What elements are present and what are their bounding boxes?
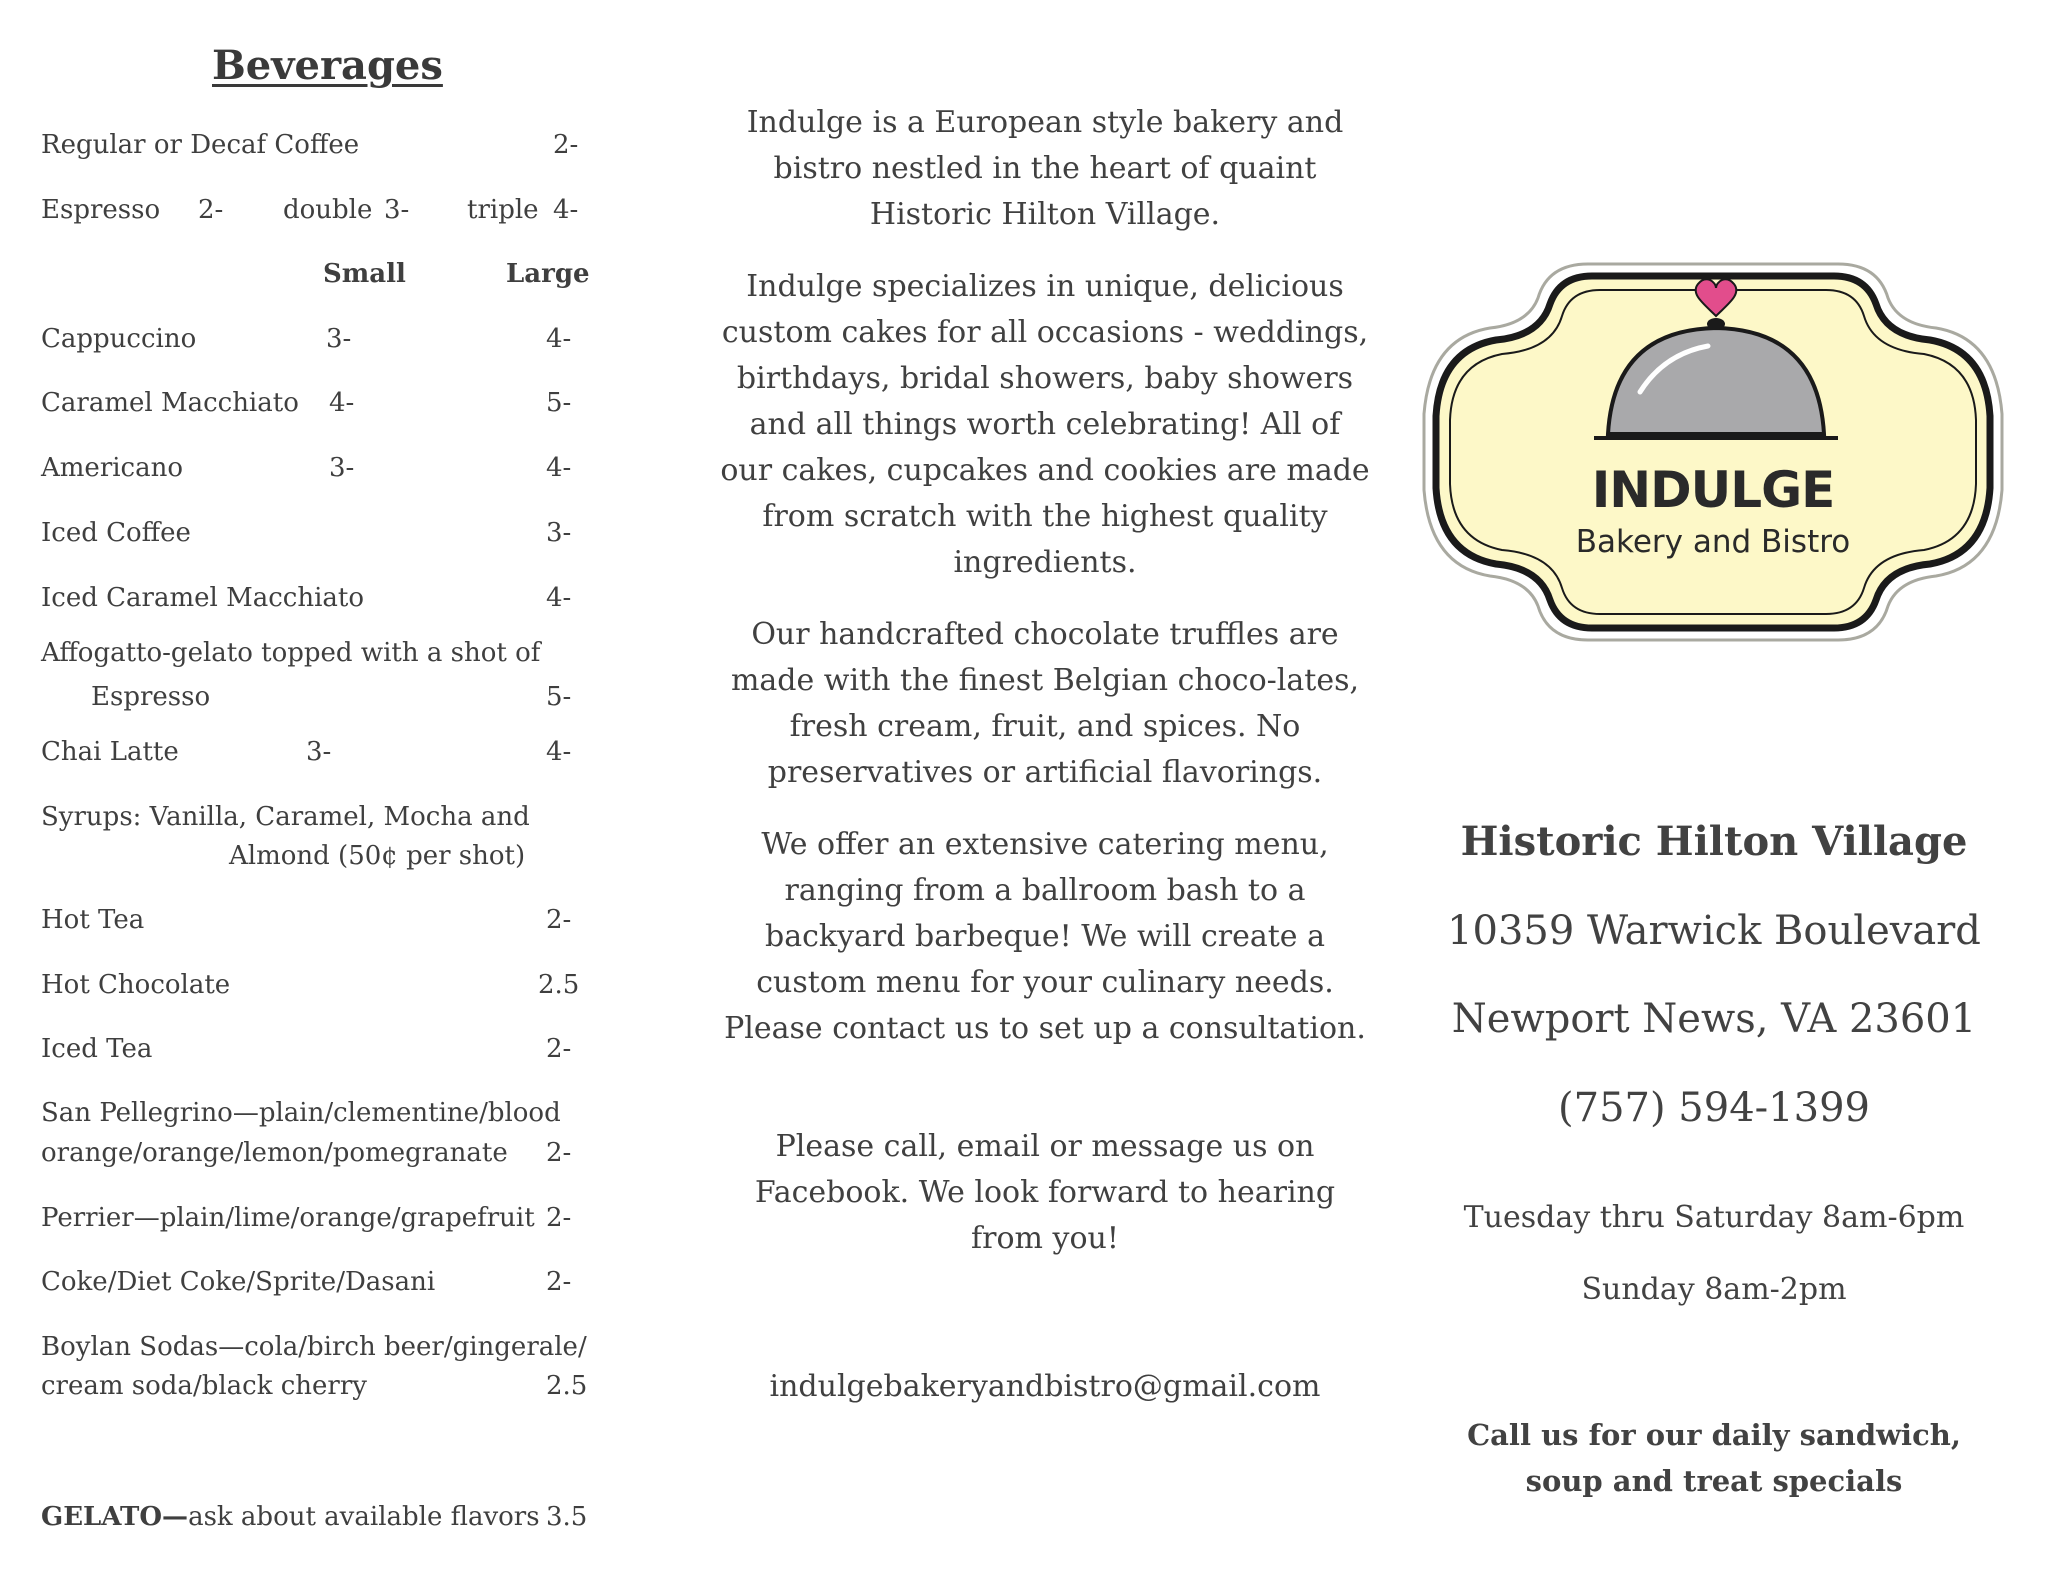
item-price-large: 4- — [546, 324, 572, 354]
street-address: 10359 Warwick Boulevard — [1447, 908, 1981, 954]
large-header: Large — [506, 259, 590, 289]
item-price: 2.5 — [546, 1371, 588, 1401]
phone-number[interactable]: (757) 594-1399 — [1558, 1085, 1870, 1131]
item-price: 2- — [546, 905, 572, 935]
menu-item-americano — [41, 453, 601, 489]
menu-item-chai-latte — [41, 737, 601, 773]
menu-item-iced-coffee — [41, 518, 601, 554]
item-price: 2- — [553, 130, 579, 160]
indulge-logo — [1408, 242, 2018, 662]
item-name-cont: Espresso — [91, 682, 211, 712]
about-intro: Indulge is a European style bakery and bistro nestled in the heart of quaint Historic Hilton Village. — [746, 105, 1344, 232]
item-price-small: 3- — [329, 453, 355, 483]
triple-label: triple — [467, 195, 539, 225]
item-name: Syrups: Vanilla, Caramel, Mocha and — [41, 802, 530, 832]
item-name: Boylan Sodas—cola/birch beer/gingerale/ — [41, 1332, 587, 1362]
size-headers — [41, 259, 601, 295]
gelato-label: GELATO— — [41, 1502, 189, 1532]
double-label: double — [283, 195, 373, 225]
item-price: 2- — [546, 1203, 572, 1233]
logo-graphic — [1408, 242, 2018, 662]
item-name: Caramel Macchiato — [41, 388, 299, 418]
menu-item-syrups — [41, 802, 601, 838]
item-price: 3.5 — [546, 1502, 588, 1532]
menu-item-san-pellegrino-line2 — [41, 1138, 601, 1174]
menu-item-affogatto — [41, 638, 601, 674]
about-panel — [720, 0, 1370, 1582]
item-name — [41, 1502, 540, 1532]
about-catering: We offer an extensive catering menu, ranging from a ballroom bash to a backyard barbeque! We will create a custom menu for your culinary needs. Please contact us to set up a consultation. — [724, 827, 1366, 1046]
email-address[interactable]: indulgebakeryandbistro@gmail.com — [769, 1369, 1321, 1404]
city-address: Newport News, VA 23601 — [1451, 996, 1977, 1042]
menu-item-boylan — [41, 1332, 601, 1368]
item-name: Coke/Diet Coke/Sprite/Dasani — [41, 1267, 436, 1297]
item-name: Chai Latte — [41, 737, 179, 767]
menu-item-boylan-line2 — [41, 1371, 601, 1407]
item-price-small: 4- — [329, 388, 355, 418]
item-price: 2- — [546, 1034, 572, 1064]
beverages-title: Beverages — [212, 42, 443, 89]
menu-item-iced-tea — [41, 1034, 601, 1070]
item-price-small: 3- — [306, 737, 332, 767]
item-name: Americano — [41, 453, 184, 483]
item-name: Perrier—plain/lime/orange/grapefruit — [41, 1203, 535, 1233]
item-price: 4- — [546, 583, 572, 613]
item-name: Regular or Decaf Coffee — [41, 130, 360, 160]
about-cakes: Indulge specializes in unique, delicious custom cakes for all occasions - weddings, birthdays, bridal showers, baby showers and all things worth celebrating! All of our cakes, cupcakes and cookies are made from scratch with the highest quality ingredients. — [720, 269, 1370, 580]
contact-panel — [1380, 0, 2048, 1582]
item-price: 2- — [546, 1267, 572, 1297]
location-name: Historic Hilton Village — [1460, 818, 1968, 865]
menu-item-gelato — [41, 1502, 601, 1538]
item-price-triple: 4- — [553, 195, 579, 225]
item-price-single: 2- — [198, 195, 224, 225]
item-price: 2- — [546, 1138, 572, 1168]
item-name-cont: orange/orange/lemon/pomegranate — [41, 1138, 508, 1168]
menu-item-iced-caramel-macchiato — [41, 583, 601, 619]
beverages-panel — [0, 0, 620, 1582]
specials-line-1: Call us for our daily sandwich, — [1467, 1418, 1961, 1452]
item-name: Iced Coffee — [41, 518, 191, 548]
menu-item-cappuccino — [41, 324, 601, 360]
item-name-cont: cream soda/black cherry — [41, 1371, 367, 1401]
hours-weekday: Tuesday thru Saturday 8am-6pm — [1463, 1200, 1965, 1235]
about-contact: Please call, email or message us on Facebook. We look forward to hearing from you! — [754, 1129, 1336, 1256]
small-header: Small — [323, 259, 406, 289]
about-truffles: Our handcrafted chocolate truffles are made with the finest Belgian choco-lates, fresh cream, fruit, and spices. No preservatives or artificial flavorings. — [730, 617, 1360, 790]
hours-sunday: Sunday 8am-2pm — [1581, 1272, 1847, 1307]
item-name-cont: Almond (50¢ per shot) — [229, 841, 526, 871]
item-price-double: 3- — [384, 195, 410, 225]
menu-item-coffee — [41, 130, 601, 166]
item-name: Espresso — [41, 195, 161, 225]
menu-item-caramel-macchiato — [41, 388, 601, 424]
menu-item-coke — [41, 1267, 601, 1303]
menu-item-espresso — [41, 195, 601, 231]
item-name: Hot Tea — [41, 905, 145, 935]
gelato-desc: ask about available flavors — [188, 1502, 540, 1532]
menu-item-affogatto-line2 — [41, 682, 601, 718]
menu-item-san-pellegrino — [41, 1098, 601, 1134]
item-price-small: 3- — [326, 324, 352, 354]
specials-line-2: soup and treat specials — [1525, 1464, 1903, 1498]
logo-tagline: Bakery and Bistro — [1575, 524, 1851, 560]
menu-item-hot-tea — [41, 905, 601, 941]
item-price: 2.5 — [538, 970, 580, 1000]
menu-item-syrups-line2 — [41, 841, 601, 877]
menu-item-perrier — [41, 1203, 601, 1239]
item-price: 5- — [546, 682, 572, 712]
item-name: Iced Caramel Macchiato — [41, 583, 364, 613]
item-name: Affogatto-gelato topped with a shot of — [41, 638, 541, 668]
item-price-large: 4- — [546, 737, 572, 767]
item-name: Iced Tea — [41, 1034, 153, 1064]
menu-item-hot-chocolate — [41, 970, 601, 1006]
item-name: San Pellegrino—plain/clementine/blood — [41, 1098, 561, 1128]
logo-wordmark: INDULGE — [1591, 461, 1835, 519]
item-price-large: 4- — [546, 453, 572, 483]
item-price-large: 5- — [546, 388, 572, 418]
item-price: 3- — [546, 518, 572, 548]
item-name: Hot Chocolate — [41, 970, 231, 1000]
item-name: Cappuccino — [41, 324, 197, 354]
